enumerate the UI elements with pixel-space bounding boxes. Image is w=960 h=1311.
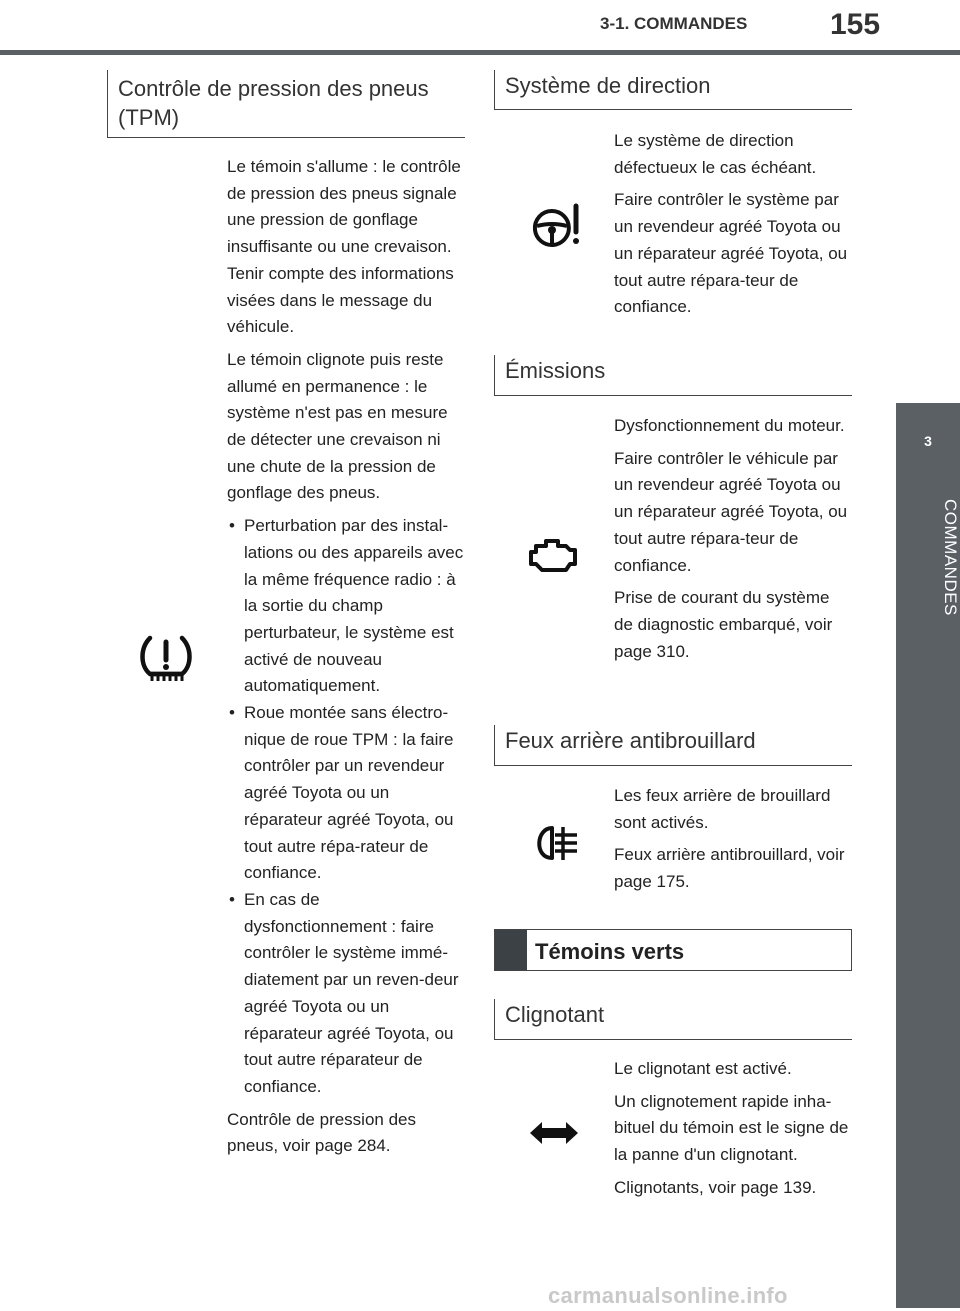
turn-heading — [494, 999, 852, 1040]
steering-heading — [494, 70, 852, 110]
emissions-para-3: Prise de courant du système de diagnostic embarqué, voir page 310. — [614, 588, 833, 661]
steering-para-1: Le système de direction défectueux le cas échéant. — [614, 131, 817, 177]
header-divider — [0, 50, 960, 55]
chapter-label: COMMANDES — [941, 499, 960, 616]
fog-heading-text: Feux arrière antibrouillard — [505, 728, 756, 753]
chapter-number: 3 — [924, 433, 932, 449]
fog-text — [614, 783, 850, 902]
emissions-para-2: Faire contrôler le véhicule par un revendeur agréé Toyota ou un réparateur agréé Toyota, ou tout autre répara-teur de confiance. — [614, 448, 848, 575]
heading-accent-bar — [495, 930, 527, 970]
green-indicators-heading-text: Témoins verts — [535, 939, 685, 964]
steering-para-2: Faire contrôler le système par un revendeur agréé Toyota ou un réparateur agréé Toyota, ou tout autre répara-teur de confiance. — [614, 190, 848, 317]
tpm-bullet-1: • Perturbation par des instal-lations ou des appareils avec la même fréquence radio : à la sortie du champ perturbateur, le système est activé de nouveau automatiquement. — [227, 513, 465, 700]
rear-fog-light-icon — [530, 823, 582, 863]
tpm-heading — [107, 70, 465, 138]
steering-heading-text: Système de direction — [505, 73, 711, 98]
turn-para-1: Le clignotant est activé. — [614, 1059, 792, 1078]
turn-para-3: Clignotants, voir page 139. — [614, 1177, 817, 1197]
engine-check-icon — [528, 536, 580, 576]
tpm-bullet-3: • En cas de dysfonctionnement : faire contrôler le système immé-diatement par un reven-deur agréé Toyota ou un réparateur agréé Toyota, ou tout autre réparateur de confiance. — [227, 887, 465, 1101]
watermark: carmanualsonline.info — [548, 1283, 788, 1308]
tpm-para-1: Le témoin s'allume : le contrôle de pression des pneus signale une pression de gonflage insuffisante ou une crevaison. Tenir compte des informations visées dans le message du véhicule. — [227, 157, 461, 337]
green-indicators-heading — [494, 929, 852, 971]
tpm-para-3: Contrôle de pression des pneus, voir page 284. — [227, 1109, 417, 1156]
chapter-tab — [896, 403, 960, 1308]
fog-para-2: Feux arrière antibrouillard, voir page 175. — [614, 845, 845, 892]
turn-para-2: Un clignotement rapide inha-bituel du témoin est le signe de la panne d'un clignotant. — [614, 1091, 849, 1165]
emissions-text — [614, 413, 850, 671]
turn-signal-icon — [528, 1120, 580, 1146]
emissions-para-1: Dysfonctionnement du moteur. — [614, 416, 845, 435]
steering-text — [614, 128, 850, 327]
tpm-para-2: Le témoin clignote puis reste allumé en permanence : le système n'est pas en mesure de détecter une crevaison ni une chute de la pression de gonflage des pneus. — [227, 349, 448, 503]
tpm-text — [227, 154, 465, 1166]
emissions-heading-text: Émissions — [505, 358, 606, 383]
tpm-bullet-list — [227, 513, 465, 1100]
page-number: 155 — [830, 8, 881, 41]
emissions-heading — [494, 355, 852, 396]
turn-heading-text: Clignotant — [505, 1002, 605, 1027]
steering-warning-icon — [526, 202, 586, 252]
fog-para-1: Les feux arrière de brouillard sont activés. — [614, 786, 831, 832]
tire-pressure-warning-icon — [138, 630, 194, 686]
tpm-heading-text: Contrôle de pression des pneus (TPM) — [118, 76, 429, 130]
section-title: 3-1. COMMANDES — [600, 14, 748, 33]
turn-text — [614, 1056, 850, 1208]
fog-heading — [494, 725, 852, 766]
tpm-bullet-2: • Roue montée sans électro-nique de roue TPM : la faire contrôler par un revendeur agréé Toyota ou un réparateur agréé Toyota, ou tout autre répa-rateur de confiance. — [227, 700, 465, 887]
